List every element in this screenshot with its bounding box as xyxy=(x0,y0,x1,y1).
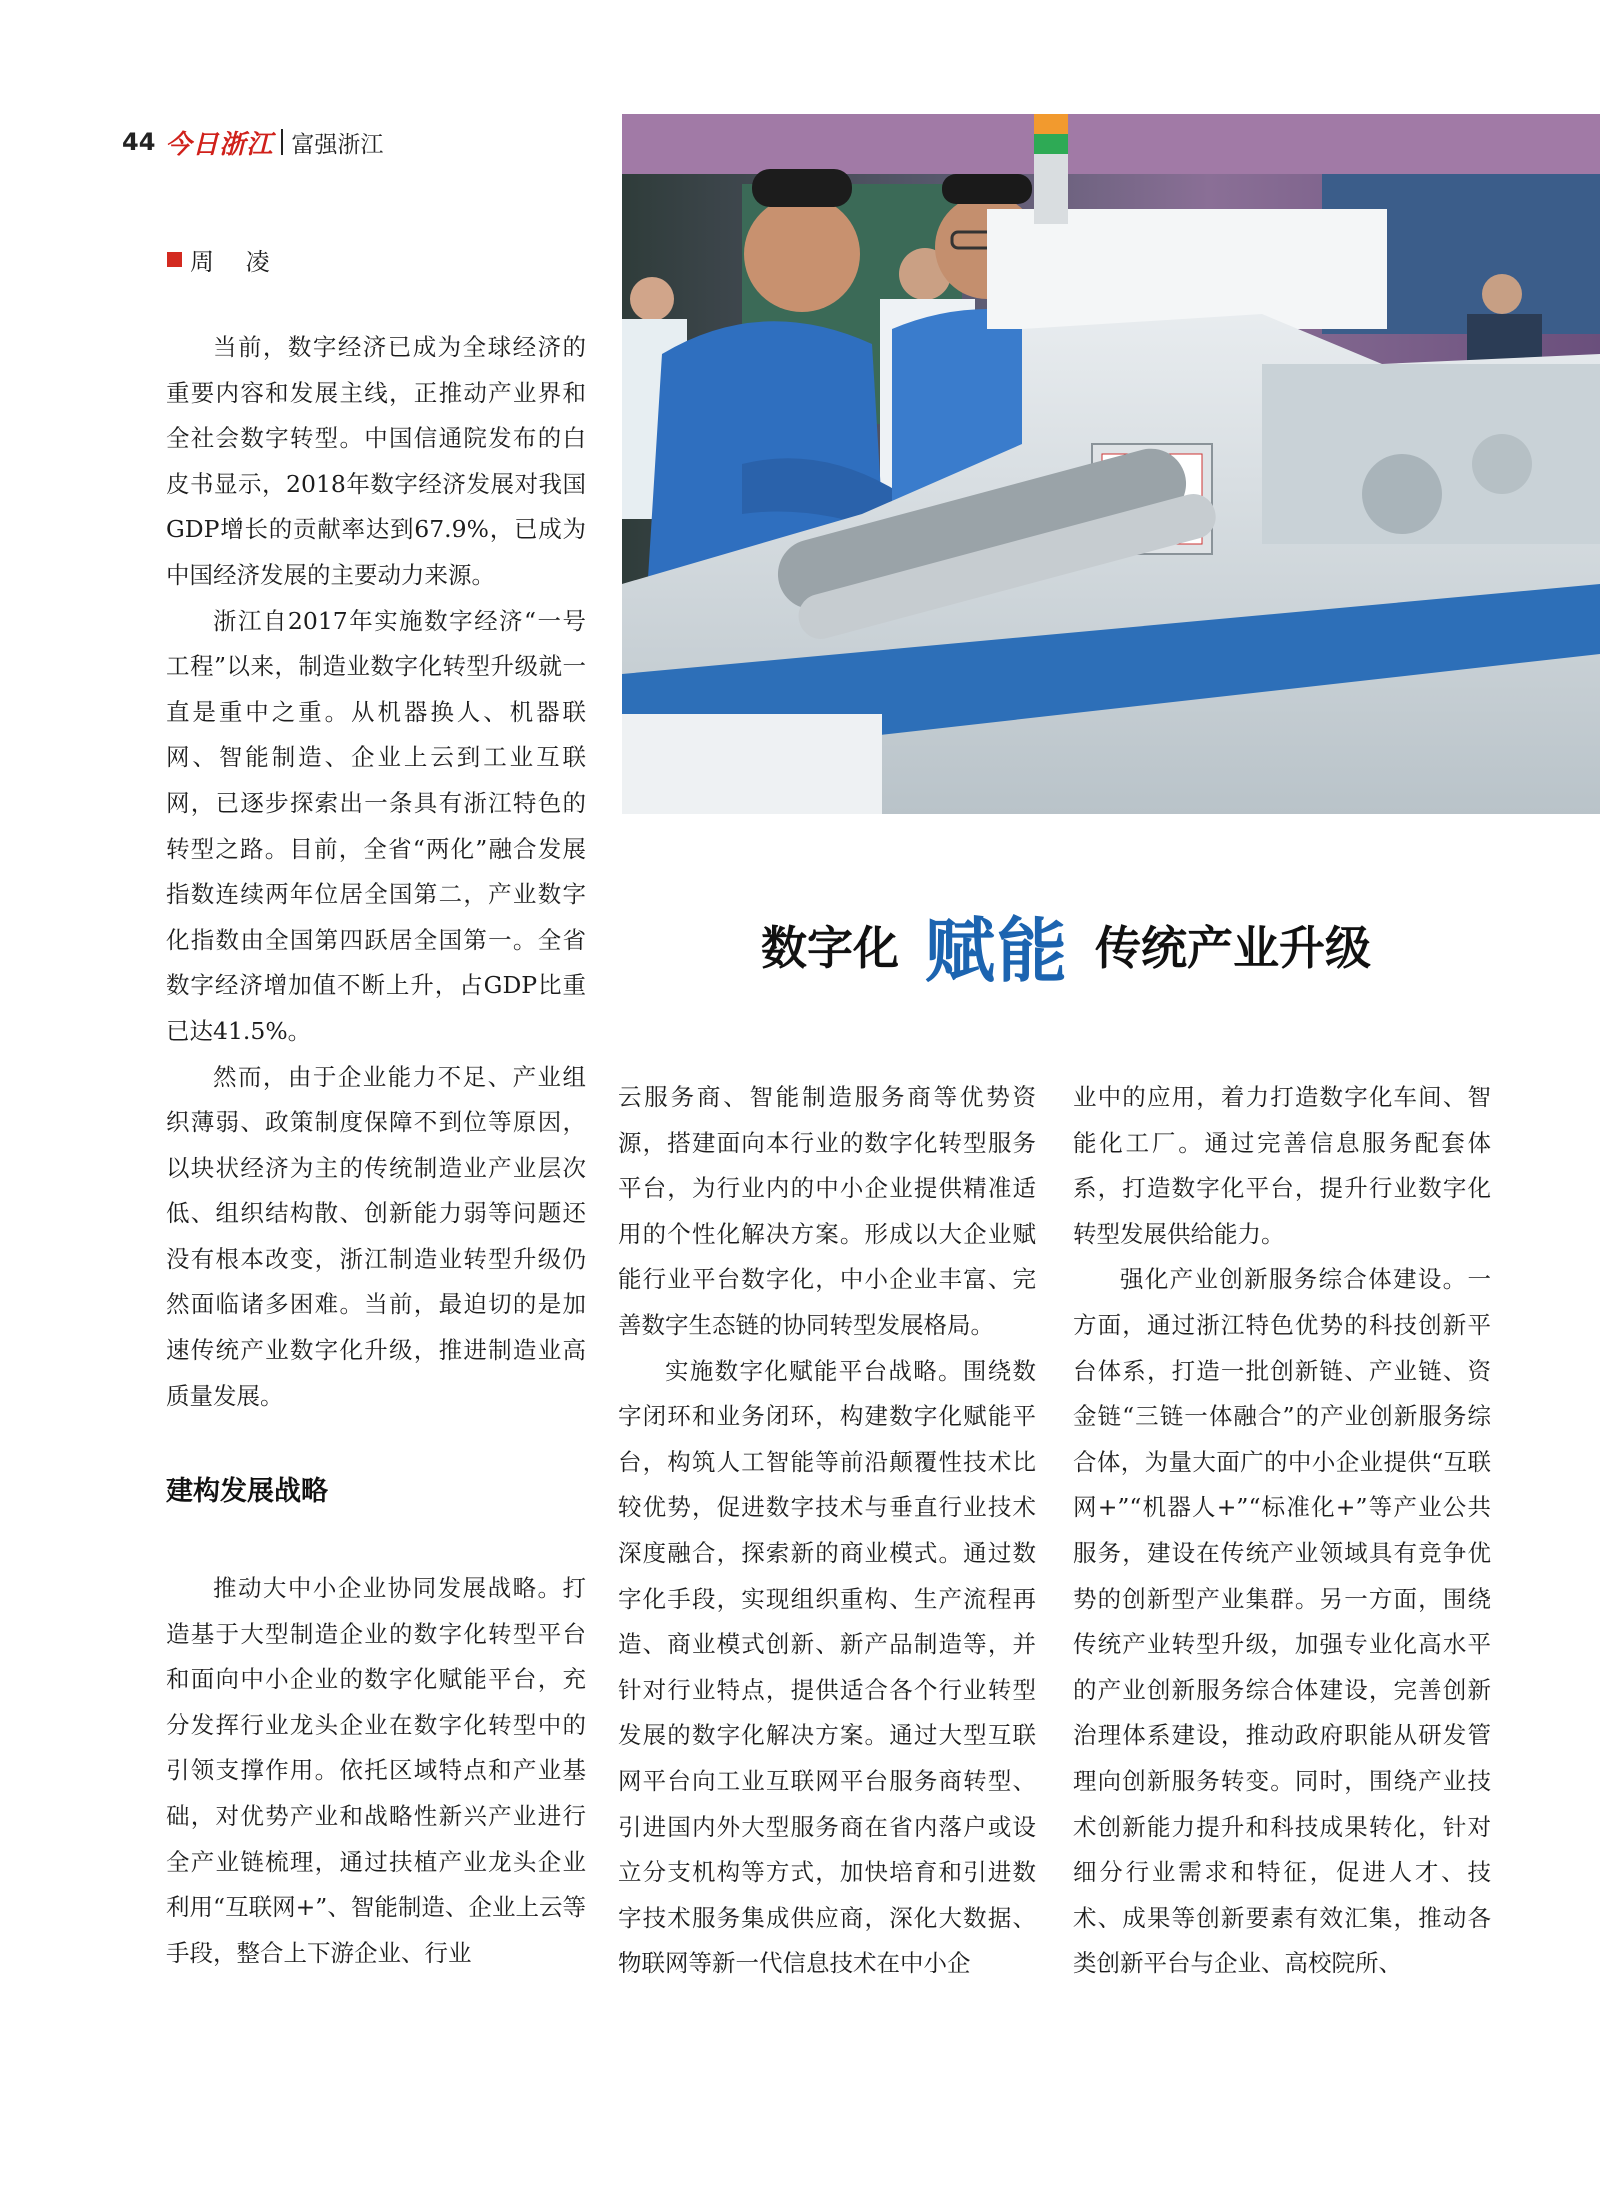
paragraph-lead: 推动大中小企业协同发展战略。 xyxy=(213,1574,563,1602)
column-right xyxy=(1073,1075,1491,1987)
paragraph-lead: 强化产业创新服务综合体建设。 xyxy=(1120,1265,1468,1294)
column-left-top xyxy=(166,325,586,1419)
paragraph: 然而，由于企业能力不足、产业组织薄弱、政策制度保障不到位等原因，以块状经济为主的传统制造业产业层次低、组织结构散、创新能力弱等问题还没有根本改变，浙江制造业转型升级仍然面临诸多困难。当前，最迫切的是加速传统产业数字化升级，推进制造业高质量发展。 xyxy=(166,1062,586,1410)
headline-part-3: 传统产业升级 xyxy=(1095,921,1371,975)
article-headline xyxy=(706,900,1426,990)
headline-highlight: 赋能 xyxy=(925,909,1069,992)
headline-part-1: 数字化 xyxy=(761,921,899,975)
paragraph-body: 一方面，通过浙江特色优势的科技创新平台体系，打造一批创新链、产业链、资金链“三链一体融合”的产业创新服务综合体，为量大面广的中小企业提供“互联网+”“机器人+”“标准化+”等产业公共服务，建设在传统产业领域具有竞争优势的创新型产业集群。另一方面，围绕传统产业转型升级，加强专业化高水平的产业创新服务综合体建设，完善创新治理体系建设，推动政府职能从研发管理向创新服务转变。同时，围绕产业技术创新能力提升和科技成果转化，针对细分行业需求和特征，促进人才、技术、成果等创新要素有效汇集，推动各类创新平台与企业、高校院所、 xyxy=(1073,1265,1491,1978)
paragraph-body: 打造基于大型制造企业的数字化转型平台和面向中小企业的数字化赋能平台，充分发挥行业龙头企业在数字化转型中的引领支撑作用。依托区域特点和产业基础，对优势产业和战略性新兴产业进行全产业链梳理，通过扶植产业龙头企业利用“互联网+”、智能制造、企业上云等手段，整合上下游企业、行业 xyxy=(166,1574,586,1967)
column-left-bottom xyxy=(166,1566,586,1976)
article-photo xyxy=(622,114,1600,814)
red-square-icon xyxy=(167,252,182,267)
author-byline xyxy=(167,242,282,277)
author-name: 周 凌 xyxy=(190,248,282,276)
paragraph xyxy=(166,1566,586,1976)
section-subheading: 建构发展战略 xyxy=(166,1476,328,1507)
paragraph: 当前，数字经济已成为全球经济的重要内容和发展主线，正推动产业界和全社会数字转型。中国信通院发布的白皮书显示，2018年数字经济发展对我国GDP增长的贡献率达到67.9%，已成为中国经济发展的主要动力来源。 xyxy=(166,333,586,589)
paragraph: 业中的应用，着力打造数字化车间、智能化工厂。通过完善信息服务配套体系，打造数字化平台，提升行业数字化转型发展供给能力。 xyxy=(1073,1083,1491,1248)
magazine-logo: 今日浙江 xyxy=(165,129,274,160)
page-header xyxy=(122,122,383,162)
header-divider xyxy=(281,129,283,155)
paragraph: 云服务商、智能制造服务商等优势资源，搭建面向本行业的数字化转型服务平台，为行业内的中小企业提供精准适用的个性化解决方案。形成以大企业赋能行业平台数字化，中小企业丰富、完善数字生态链的协同转型发展格局。 xyxy=(618,1083,1036,1339)
column-middle xyxy=(618,1075,1036,1987)
section-name: 富强浙江 xyxy=(291,131,384,158)
paragraph xyxy=(618,1349,1036,1987)
paragraph-body: 围绕数字闭环和业务闭环，构建数字化赋能平台，构筑人工智能等前沿颠覆性技术比较优势，促进数字技术与垂直行业技术深度融合，探索新的商业模式。通过数字化手段，实现组织重构、生产流程再造、商业模式创新、新产品制造等，并针对行业特点，提供适合各个行业转型发展的数字化解决方案。通过大型互联网平台向工业互联网平台服务商转型、引进国内外大型服务商在省内落户或设立分支机构等方式，加快培育和引进数字技术服务集成供应商，深化大数据、物联网等新一代信息技术在中小企 xyxy=(618,1356,1037,1978)
paragraph-lead: 实施数字化赋能平台战略。 xyxy=(665,1356,963,1385)
paragraph: 浙江自2017年实施数字经济“一号工程”以来，制造业数字化转型升级就一直是重中之重。从机器换人、机器联网、智能制造、企业上云到工业互联网，已逐步探索出一条具有浙江特色的转型之路。目前，全省“两化”融合发展指数连续两年位居全国第二，产业数字化指数由全国第四跃居全国第一。全省数字经济增加值不断上升，占GDP比重已达41.5%。 xyxy=(166,606,586,1045)
page-number: 44 xyxy=(122,128,156,156)
paragraph xyxy=(1073,1257,1491,1987)
